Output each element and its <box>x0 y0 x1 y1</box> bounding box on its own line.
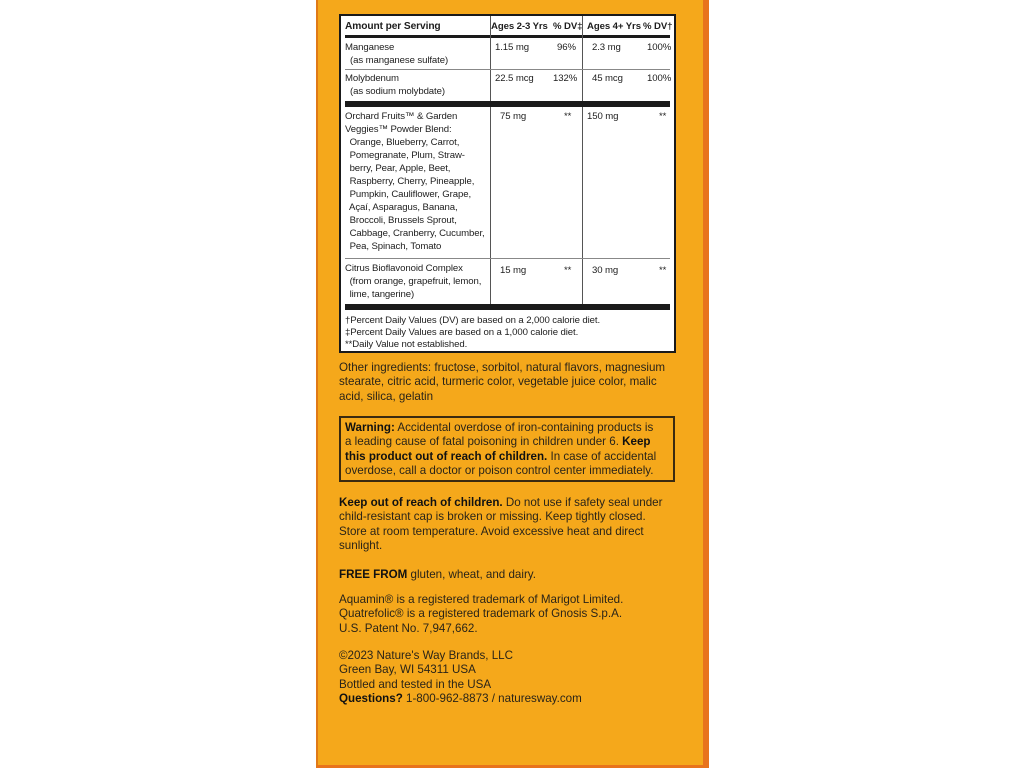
warning-text: Accidental overdose of iron-containing products is <box>394 421 654 434</box>
blend-line: (from orange, grapefruit, lemon, <box>347 276 482 287</box>
blend-line: lime, tangerine) <box>347 289 415 300</box>
blend-line: Broccoli, Brussels Sprout, <box>347 215 457 226</box>
header-ages-4: Ages 4+ Yrs <box>587 21 641 32</box>
amount-ages-2-3: 22.5 mcg <box>495 73 534 84</box>
amount-ages-4: 45 mcg <box>592 73 623 84</box>
amount-ages-4: 150 mg <box>587 111 619 122</box>
column-divider <box>490 16 491 304</box>
dv-ages-4: 100% <box>647 42 672 53</box>
free-from <box>339 568 679 582</box>
section-rule <box>345 101 670 107</box>
warning-text: a leading cause of fatal poisoning in children under 6. <box>345 435 623 449</box>
dv-ages-4: ** <box>659 111 667 122</box>
keep-out-bold: Keep out of reach of children. <box>339 496 503 509</box>
nutrient-source: (as manganese sulfate) <box>350 55 449 66</box>
company-line: ©2023 Nature's Way Brands, LLC <box>339 649 514 662</box>
dv-ages-2-3: 132% <box>553 73 578 84</box>
ingredients-line: acid, silica, gelatin <box>339 389 434 403</box>
amount-ages-2-3: 1.15 mg <box>495 42 529 53</box>
blend-line: Açaí, Asparagus, Banana, <box>347 202 458 213</box>
keep-out-text: Do not use if safety seal under <box>502 496 663 509</box>
trademarks <box>339 593 679 636</box>
trademark-line: Aquamin® is a registered trademark of Marigot Limited. <box>339 593 624 606</box>
keep-out-text: sunlight. <box>339 539 383 553</box>
trademark-line: Quatrefolic® is a registered trademark of Gnosis S.p.A. <box>339 607 623 621</box>
nutrient-name: Manganese <box>345 42 395 53</box>
dv-ages-2-3: 96% <box>557 42 576 53</box>
amount-ages-2-3: 75 mg <box>500 111 527 122</box>
free-from-bold: FREE FROM <box>339 568 408 581</box>
keep-out-block <box>339 496 679 554</box>
footnote: ‡Percent Daily Values are based on a 1,000 calorie diet. <box>345 327 579 338</box>
amount-ages-4: 30 mg <box>592 265 619 276</box>
warning-label: Warning: <box>345 421 395 434</box>
footnote: †Percent Daily Values (DV) are based on a 2,000 calorie diet. <box>345 315 601 326</box>
dv-ages-2-3: ** <box>564 265 572 276</box>
header-dv-1: % DV‡ <box>553 21 583 32</box>
dv-ages-4: ** <box>659 265 667 276</box>
blend-line: Citrus Bioflavonoid Complex <box>345 263 463 274</box>
warning-bold: Keep <box>622 435 651 449</box>
section-rule <box>345 304 670 310</box>
row-divider <box>345 258 670 259</box>
blend-line: Veggies™ Powder Blend: <box>345 124 452 135</box>
dv-ages-2-3: ** <box>564 111 572 122</box>
blend-line: Pea, Spinach, Tomato <box>347 241 442 252</box>
header-amount: Amount per Serving <box>345 21 441 32</box>
amount-ages-4: 2.3 mg <box>592 42 621 53</box>
ingredients-line: Other ingredients: fructose, sorbitol, natural flavors, magnesium <box>339 361 666 374</box>
nutrient-name: Molybdenum <box>345 73 399 84</box>
blend-line: Orange, Blueberry, Carrot, <box>347 137 460 148</box>
blend-line: Cabbage, Cranberry, Cucumber, <box>347 228 485 239</box>
other-ingredients <box>339 361 679 404</box>
supplement-facts-table <box>339 14 676 353</box>
column-divider <box>582 16 583 304</box>
nutrient-source: (as sodium molybdate) <box>350 86 445 97</box>
contact-info: 1-800-962-8873 / naturesway.com <box>402 692 582 706</box>
company-line: Bottled and tested in the USA <box>339 677 492 691</box>
blend-line: Pomegranate, Plum, Straw- <box>347 150 465 161</box>
trademark-line: U.S. Patent No. 7,947,662. <box>339 621 478 635</box>
amount-ages-2-3: 15 mg <box>500 265 527 276</box>
blend-line: Pumpkin, Cauliflower, Grape, <box>347 189 472 200</box>
header-rule <box>345 35 670 38</box>
label-panel <box>316 0 709 768</box>
company-line: Green Bay, WI 54311 USA <box>339 663 476 677</box>
ingredients-line: stearate, citric acid, turmeric color, vegetable juice color, malic <box>339 375 657 389</box>
dv-ages-4: 100% <box>647 73 672 84</box>
blend-line: berry, Pear, Apple, Beet, <box>347 163 451 174</box>
company-info <box>339 649 679 707</box>
warning-box <box>339 416 675 482</box>
row-divider <box>345 69 670 70</box>
free-from-text: gluten, wheat, and dairy. <box>407 568 536 581</box>
warning-bold: this product out of reach of children. <box>345 449 548 463</box>
footnote: **Daily Value not established. <box>345 339 468 350</box>
keep-out-text: Store at room temperature. Avoid excessive heat and direct <box>339 524 644 538</box>
header-dv-2: % DV† <box>643 21 673 32</box>
blend-line: Raspberry, Cherry, Pineapple, <box>347 176 475 187</box>
keep-out-text: child-resistant cap is broken or missing. Keep tightly closed. <box>339 510 646 524</box>
header-ages-2-3: Ages 2-3 Yrs <box>491 21 548 32</box>
warning-text: In case of accidental <box>547 449 657 463</box>
warning-text: overdose, call a doctor or poison control center immediately. <box>345 464 654 478</box>
questions-label: Questions? <box>339 692 403 706</box>
blend-line: Orchard Fruits™ & Garden <box>345 111 458 122</box>
